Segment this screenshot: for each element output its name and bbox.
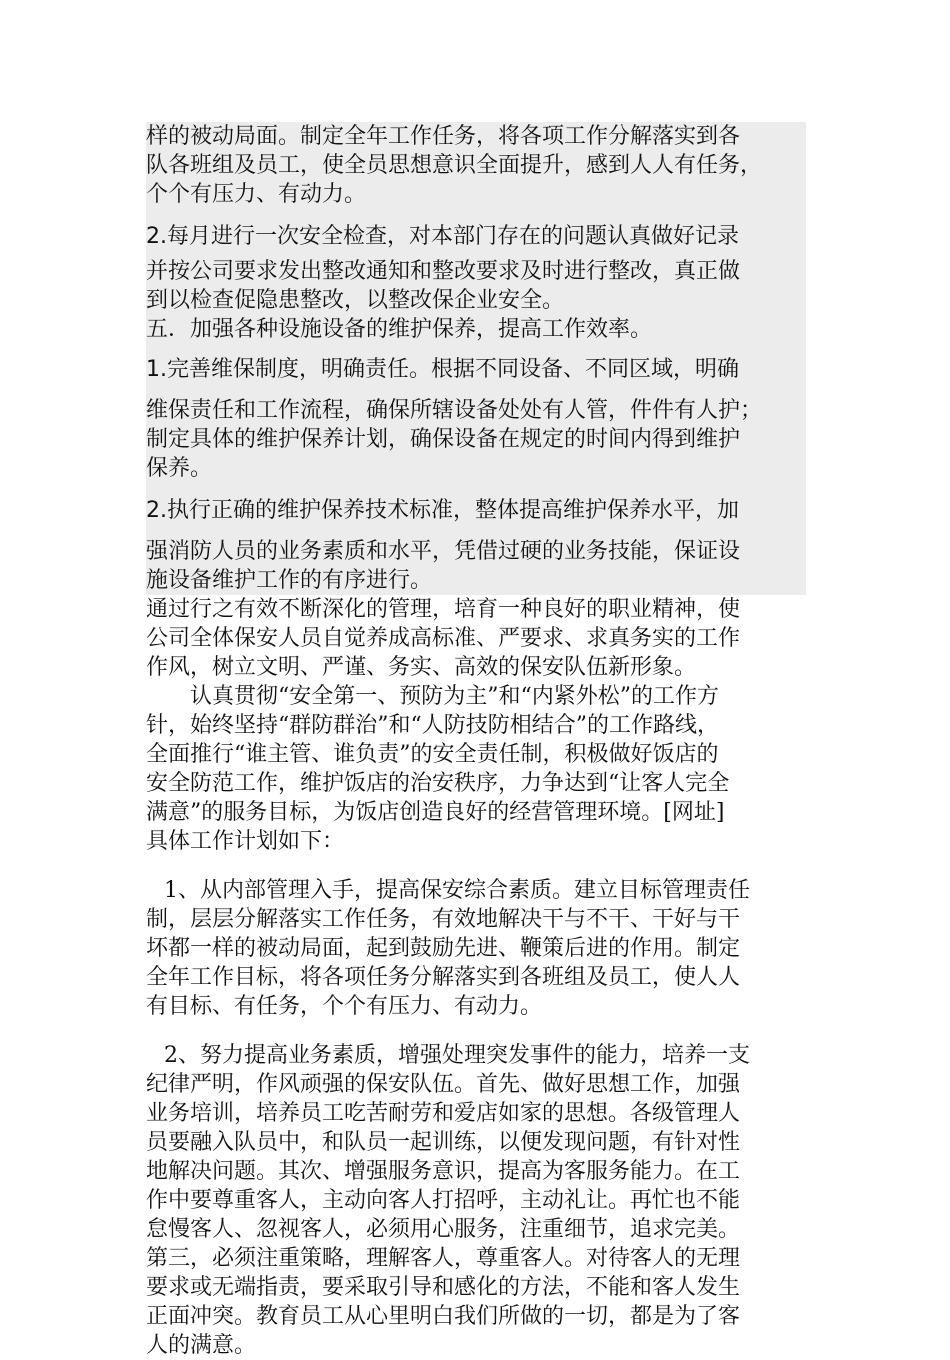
paragraph-plan-2 <box>146 1041 806 1360</box>
paragraph-intro <box>146 595 806 682</box>
text-line: 全年工作目标，将各项任务分解落实到各班组及员工，使人人 <box>146 965 741 990</box>
text-line: 认真贯彻“安全第一、预防为主”和“内紧外松”的工作方 <box>190 684 719 709</box>
text-line: 到以检查促隐患整改，以整改保企业安全。 <box>146 288 565 313</box>
list-item-maintenance-standard <box>146 491 806 595</box>
text-line: 具体工作计划如下： <box>146 829 345 854</box>
text-line: 并按公司要求发出整改通知和整改要求及时进行整改，真正做 <box>146 259 741 284</box>
text-line: 坏都一样的被动局面，起到鼓励先进、鞭策后进的作用。制定 <box>146 936 741 961</box>
text-line: 每月进行一次安全检查，对本部门存在的问题认真做好记录 <box>167 224 740 249</box>
text-line: 针，始终坚持“群防群治”和“人防技防相结合”的工作路线， <box>146 713 719 738</box>
paragraph-policy <box>146 682 806 856</box>
list-item-monthly-check <box>146 217 806 315</box>
text-line: 满意”的服务目标，为饭店创造良好的经营管理环境。[网址] <box>146 800 725 825</box>
text-line: 正面冲突。教育员工从心里明白我们所做的一切，都是为了客 <box>146 1304 741 1329</box>
text-line: 个个有压力、有动力。 <box>146 182 367 207</box>
text-line: 怠慢客人、忽视客人，必须用心服务，注重细节，追求完美。 <box>146 1217 741 1242</box>
document-page <box>146 122 806 1360</box>
text-line: 执行正确的维护保养技术标准，整体提高维护保养水平，加 <box>167 498 740 523</box>
text-line: 1、从内部管理入手，提高保安综合素质。建立目标管理责任 <box>164 878 750 903</box>
text-line: 纪律严明，作风顽强的保安队伍。首先、做好思想工作，加强 <box>146 1072 741 1097</box>
text-line: 队各班组及员工，使全员思想意识全面提升，感到人人有任务， <box>146 153 763 178</box>
list-item-maintenance-system <box>146 350 806 483</box>
text-line: 制，层层分解落实工作任务，有效地解决干与不干、干好与干 <box>146 907 741 932</box>
shaded-section <box>146 122 806 595</box>
text-line: 员要融入队员中，和队员一起训练，以便发现问题，有针对性 <box>146 1130 741 1155</box>
text-line: 要求或无端指责，要采取引导和感化的方法，不能和客人发生 <box>146 1275 741 1300</box>
text-line: 维保责任和工作流程，确保所辖设备处处有人管，件件有人护； <box>146 398 763 423</box>
text-line: 作中要尊重客人，主动向客人打招呼，主动礼让。再忙也不能 <box>146 1188 741 1213</box>
paragraph-task-breakdown <box>146 122 806 209</box>
item-number: 1. <box>146 357 167 382</box>
text-line: 完善维保制度，明确责任。根据不同设备、不同区域，明确 <box>167 357 740 382</box>
paragraph-spacer <box>146 856 806 876</box>
paragraph-spacer <box>146 1021 806 1041</box>
text-line: 地解决问题。其次、增强服务意识，提高为客服务能力。在工 <box>146 1159 741 1184</box>
text-line: 业务培训，培养员工吃苦耐劳和爱店如家的思想。各级管理人 <box>146 1101 741 1126</box>
text-line: 安全防范工作，维护饭店的治安秩序，力争达到“让客人完全 <box>146 771 730 796</box>
paragraph-plan-1 <box>146 876 806 1021</box>
text-line: 全面推行“谁主管、谁负责”的安全责任制，积极做好饭店的 <box>146 742 719 767</box>
section-heading-five: 五．加强各种设施设备的维护保养，提高工作效率。 <box>146 317 653 342</box>
text-line: 通过行之有效不断深化的管理，培育一种良好的职业精神，使 <box>146 597 741 622</box>
text-line: 公司全体保安人员自觉养成高标准、严要求、求真务实的工作 <box>146 626 741 651</box>
text-line: 制定具体的维护保养计划，确保设备在规定的时间内得到维护 <box>146 427 741 452</box>
text-line: 有目标、有任务，个个有压力、有动力。 <box>146 994 543 1019</box>
item-number: 2. <box>146 498 167 523</box>
text-line: 样的被动局面。制定全年工作任务，将各项工作分解落实到各 <box>146 124 741 149</box>
item-number: 2. <box>146 224 167 249</box>
text-line: 作风，树立文明、严谨、务实、高效的保安队伍新形象。 <box>146 655 697 680</box>
text-line: 人的满意。 <box>146 1333 257 1358</box>
text-line: 施设备维护工作的有序进行。 <box>146 568 433 593</box>
text-line: 2、努力提高业务素质，增强处理突发事件的能力，培养一支 <box>164 1043 750 1068</box>
text-line: 第三，必须注重策略，理解客人，尊重客人。对待客人的无理 <box>146 1246 741 1271</box>
text-line: 强消防人员的业务素质和水平，凭借过硬的业务技能，保证设 <box>146 539 741 564</box>
text-line: 保养。 <box>146 456 213 481</box>
